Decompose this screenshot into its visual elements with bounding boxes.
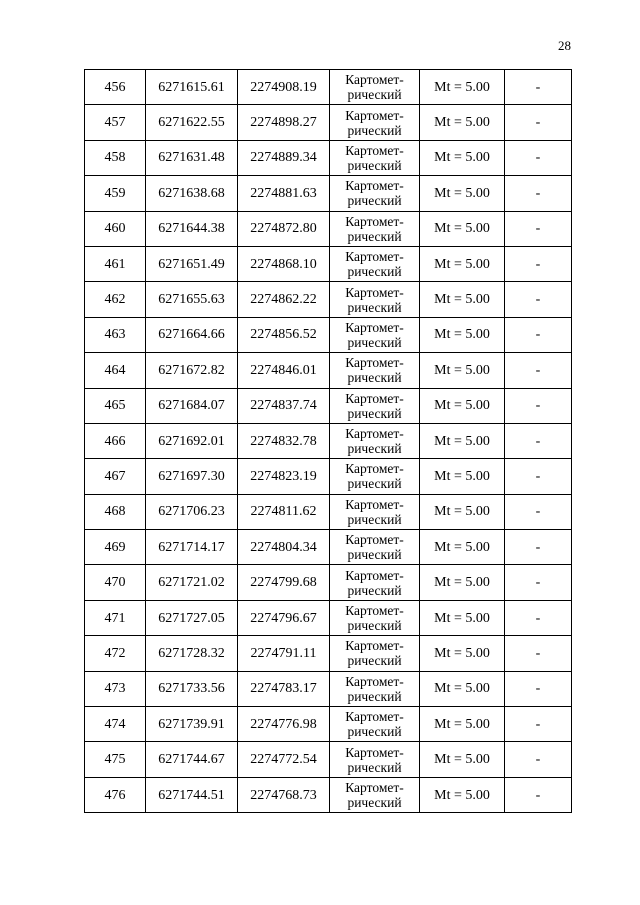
method-line-1: Картомет- [345,107,404,123]
x-coordinate-cell: 6271714.17 [146,530,238,565]
note-cell: - [505,600,572,635]
accuracy-cell: Mt = 5.00 [420,530,505,565]
page-number: 28 [558,38,571,53]
note-cell: - [505,459,572,494]
method-line-2: рический [347,228,402,244]
method-line-1: Картомет- [345,426,404,442]
point-number-cell: 463 [85,317,146,352]
note-cell: - [505,494,572,529]
method-line-1: Картомет- [345,213,404,229]
table-row [85,70,572,105]
table-row [85,600,572,635]
y-coordinate-cell: 2274776.98 [238,707,330,742]
method-line-1: Картомет- [345,532,404,548]
method-line-1: Картомет- [345,390,404,406]
table-row [85,211,572,246]
accuracy-cell: Mt = 5.00 [420,105,505,140]
method-line-1: Картомет- [345,142,404,158]
table-row [85,423,572,458]
point-number-cell: 457 [85,105,146,140]
y-coordinate-cell: 2274846.01 [238,353,330,388]
y-coordinate-cell: 2274872.80 [238,211,330,246]
point-number-cell: 470 [85,565,146,600]
method-line-1: Картомет- [345,249,404,265]
accuracy-cell: Mt = 5.00 [420,671,505,706]
point-number-cell: 459 [85,176,146,211]
table-row [85,317,572,352]
note-cell: - [505,282,572,317]
x-coordinate-cell: 6271684.07 [146,388,238,423]
y-coordinate-cell: 2274772.54 [238,742,330,777]
note-cell: - [505,353,572,388]
method-line-2: рический [347,299,402,315]
table-row [85,353,572,388]
x-coordinate-cell: 6271651.49 [146,246,238,281]
method-line-1: Картомет- [345,284,404,300]
method-line-2: рический [347,511,402,527]
table-row [85,530,572,565]
table-row [85,494,572,529]
method-cell [330,565,420,600]
method-cell [330,211,420,246]
coordinates-table [84,69,572,813]
y-coordinate-cell: 2274856.52 [238,317,330,352]
x-coordinate-cell: 6271721.02 [146,565,238,600]
table-row [85,742,572,777]
accuracy-cell: Mt = 5.00 [420,636,505,671]
point-number-cell: 471 [85,600,146,635]
accuracy-cell: Mt = 5.00 [420,317,505,352]
note-cell: - [505,317,572,352]
x-coordinate-cell: 6271644.38 [146,211,238,246]
coordinates-table-body [85,70,572,813]
accuracy-cell: Mt = 5.00 [420,353,505,388]
method-line-1: Картомет- [345,496,404,512]
note-cell: - [505,636,572,671]
accuracy-cell: Mt = 5.00 [420,423,505,458]
method-cell [330,459,420,494]
method-line-1: Картомет- [345,178,404,194]
note-cell: - [505,423,572,458]
note-cell: - [505,211,572,246]
method-line-2: рический [347,618,402,634]
method-cell [330,282,420,317]
method-cell [330,140,420,175]
x-coordinate-cell: 6271744.51 [146,777,238,812]
table-row [85,388,572,423]
note-cell: - [505,742,572,777]
method-cell [330,176,420,211]
y-coordinate-cell: 2274832.78 [238,423,330,458]
x-coordinate-cell: 6271638.68 [146,176,238,211]
point-number-cell: 462 [85,282,146,317]
y-coordinate-cell: 2274768.73 [238,777,330,812]
table-row [85,282,572,317]
table-row [85,565,572,600]
y-coordinate-cell: 2274791.11 [238,636,330,671]
x-coordinate-cell: 6271727.05 [146,600,238,635]
method-line-1: Картомет- [345,355,404,371]
method-cell [330,671,420,706]
x-coordinate-cell: 6271655.63 [146,282,238,317]
accuracy-cell: Mt = 5.00 [420,707,505,742]
accuracy-cell: Mt = 5.00 [420,742,505,777]
method-line-1: Картомет- [345,673,404,689]
y-coordinate-cell: 2274881.63 [238,176,330,211]
method-line-2: рический [347,157,402,173]
table-row [85,671,572,706]
y-coordinate-cell: 2274799.68 [238,565,330,600]
method-line-2: рический [347,334,402,350]
method-line-1: Картомет- [345,780,404,795]
point-number-cell: 461 [85,246,146,281]
table-row [85,707,572,742]
y-coordinate-cell: 2274837.74 [238,388,330,423]
method-line-1: Картомет- [345,567,404,583]
note-cell: - [505,565,572,600]
point-number-cell: 464 [85,353,146,388]
note-cell: - [505,70,572,105]
point-number-cell: 472 [85,636,146,671]
note-cell: - [505,140,572,175]
method-line-1: Картомет- [345,72,404,88]
method-line-1: Картомет- [345,638,404,654]
method-line-2: рический [347,653,402,669]
method-cell [330,742,420,777]
y-coordinate-cell: 2274908.19 [238,70,330,105]
method-line-2: рический [347,582,402,598]
x-coordinate-cell: 6271622.55 [146,105,238,140]
x-coordinate-cell: 6271733.56 [146,671,238,706]
y-coordinate-cell: 2274796.67 [238,600,330,635]
method-line-2: рический [347,795,402,810]
method-line-1: Картомет- [345,744,404,760]
point-number-cell: 466 [85,423,146,458]
method-cell [330,494,420,529]
method-line-2: рический [347,759,402,775]
method-cell [330,246,420,281]
table-row [85,246,572,281]
method-line-2: рический [347,441,402,457]
table-row [85,459,572,494]
method-line-1: Картомет- [345,319,404,335]
method-cell [330,636,420,671]
x-coordinate-cell: 6271697.30 [146,459,238,494]
method-line-1: Картомет- [345,603,404,619]
accuracy-cell: Mt = 5.00 [420,388,505,423]
point-number-cell: 456 [85,70,146,105]
method-cell [330,105,420,140]
method-line-2: рический [347,264,402,280]
point-number-cell: 468 [85,494,146,529]
note-cell: - [505,105,572,140]
x-coordinate-cell: 6271692.01 [146,423,238,458]
note-cell: - [505,777,572,812]
point-number-cell: 467 [85,459,146,494]
method-cell [330,70,420,105]
method-line-2: рический [347,476,402,492]
method-cell [330,353,420,388]
x-coordinate-cell: 6271672.82 [146,353,238,388]
method-line-1: Картомет- [345,461,404,477]
accuracy-cell: Mt = 5.00 [420,565,505,600]
y-coordinate-cell: 2274889.34 [238,140,330,175]
accuracy-cell: Mt = 5.00 [420,494,505,529]
x-coordinate-cell: 6271744.67 [146,742,238,777]
point-number-cell: 460 [85,211,146,246]
y-coordinate-cell: 2274898.27 [238,105,330,140]
accuracy-cell: Mt = 5.00 [420,140,505,175]
x-coordinate-cell: 6271631.48 [146,140,238,175]
y-coordinate-cell: 2274811.62 [238,494,330,529]
point-number-cell: 476 [85,777,146,812]
method-line-2: рический [347,87,402,103]
accuracy-cell: Mt = 5.00 [420,211,505,246]
method-line-1: Картомет- [345,709,404,725]
point-number-cell: 473 [85,671,146,706]
method-cell [330,600,420,635]
method-line-2: рический [347,547,402,563]
point-number-cell: 475 [85,742,146,777]
note-cell: - [505,246,572,281]
method-line-2: рический [347,193,402,209]
x-coordinate-cell: 6271664.66 [146,317,238,352]
y-coordinate-cell: 2274868.10 [238,246,330,281]
method-cell [330,317,420,352]
accuracy-cell: Mt = 5.00 [420,777,505,812]
method-cell [330,388,420,423]
x-coordinate-cell: 6271615.61 [146,70,238,105]
note-cell: - [505,176,572,211]
y-coordinate-cell: 2274823.19 [238,459,330,494]
table-row [85,176,572,211]
point-number-cell: 465 [85,388,146,423]
accuracy-cell: Mt = 5.00 [420,600,505,635]
method-cell [330,530,420,565]
accuracy-cell: Mt = 5.00 [420,459,505,494]
y-coordinate-cell: 2274804.34 [238,530,330,565]
accuracy-cell: Mt = 5.00 [420,176,505,211]
note-cell: - [505,671,572,706]
accuracy-cell: Mt = 5.00 [420,282,505,317]
table-row [85,140,572,175]
method-cell [330,777,420,812]
method-line-2: рический [347,724,402,740]
table-row [85,777,572,812]
method-line-2: рический [347,370,402,386]
point-number-cell: 458 [85,140,146,175]
x-coordinate-cell: 6271728.32 [146,636,238,671]
x-coordinate-cell: 6271706.23 [146,494,238,529]
point-number-cell: 469 [85,530,146,565]
note-cell: - [505,707,572,742]
x-coordinate-cell: 6271739.91 [146,707,238,742]
method-line-2: рический [347,688,402,704]
note-cell: - [505,388,572,423]
y-coordinate-cell: 2274862.22 [238,282,330,317]
table-row [85,636,572,671]
method-cell [330,423,420,458]
table-row [85,105,572,140]
y-coordinate-cell: 2274783.17 [238,671,330,706]
accuracy-cell: Mt = 5.00 [420,70,505,105]
method-cell [330,707,420,742]
note-cell: - [505,530,572,565]
method-line-2: рический [347,405,402,421]
accuracy-cell: Mt = 5.00 [420,246,505,281]
point-number-cell: 474 [85,707,146,742]
method-line-2: рический [347,122,402,138]
